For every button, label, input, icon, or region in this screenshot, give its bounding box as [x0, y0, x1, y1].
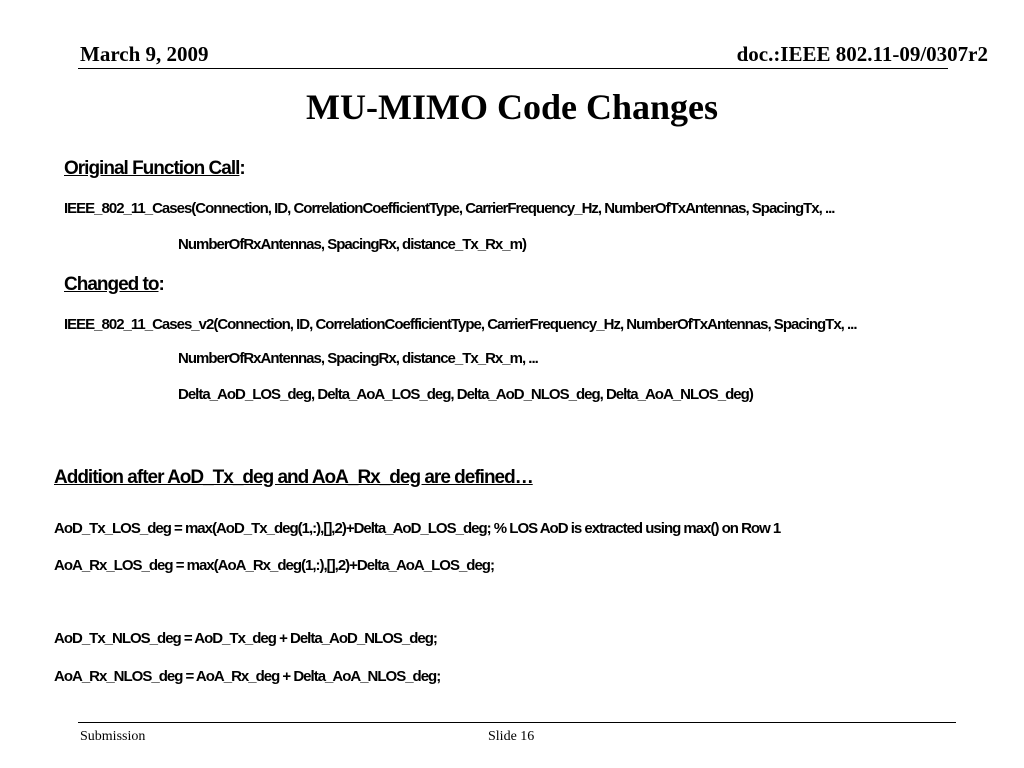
original-code-line-1: IEEE_802_11_Cases(Connection, ID, CorrelationCoefficientType, CarrierFrequency_Hz, NumberOfTxAntennas, SpacingTx, ...	[64, 200, 835, 217]
footer-rule	[78, 722, 956, 723]
original-code-line-2: NumberOfRxAntennas, SpacingRx, distance_Tx_Rx_m)	[178, 236, 526, 253]
original-heading-line	[64, 158, 245, 180]
addition-code-line-1: AoD_Tx_LOS_deg = max(AoD_Tx_deg(1,:),[],2)+Delta_AoD_LOS_deg; % LOS AoD is extracted using max() on Row 1	[54, 520, 781, 537]
original-heading: Original Function Call	[64, 158, 240, 179]
addition-code-line-2: AoA_Rx_LOS_deg = max(AoA_Rx_deg(1,:),[],2)+Delta_AoA_LOS_deg;	[54, 557, 494, 574]
header-rule	[78, 68, 948, 69]
changed-code-line-2: NumberOfRxAntennas, SpacingRx, distance_Tx_Rx_m, ...	[178, 350, 538, 367]
addition-code-line-3: AoD_Tx_NLOS_deg = AoD_Tx_deg + Delta_AoD_NLOS_deg;	[54, 630, 437, 647]
header-doc-id: doc.:IEEE 802.11-09/0307r2	[736, 42, 988, 66]
addition-heading-line	[54, 467, 533, 489]
footer-submission: Submission	[80, 729, 146, 744]
slide-title: MU-MIMO Code Changes	[306, 87, 718, 127]
changed-heading-line	[64, 274, 164, 296]
header-date: March 9, 2009	[80, 42, 209, 66]
original-heading-colon: :	[239, 158, 245, 179]
changed-heading-colon: :	[158, 274, 164, 295]
changed-code-line-3: Delta_AoD_LOS_deg, Delta_AoA_LOS_deg, Delta_AoD_NLOS_deg, Delta_AoA_NLOS_deg)	[178, 386, 753, 403]
addition-heading: Addition after AoD_Tx_deg and AoA_Rx_deg are defined…	[54, 467, 533, 488]
addition-code-line-4: AoA_Rx_NLOS_deg = AoA_Rx_deg + Delta_AoA_NLOS_deg;	[54, 668, 441, 685]
footer-slide-number: Slide 16	[488, 729, 535, 744]
changed-heading: Changed to	[64, 274, 159, 295]
changed-code-line-1: IEEE_802_11_Cases_v2(Connection, ID, CorrelationCoefficientType, CarrierFrequency_Hz, NumberOfTxAntennas, SpacingTx, ...	[64, 316, 857, 333]
